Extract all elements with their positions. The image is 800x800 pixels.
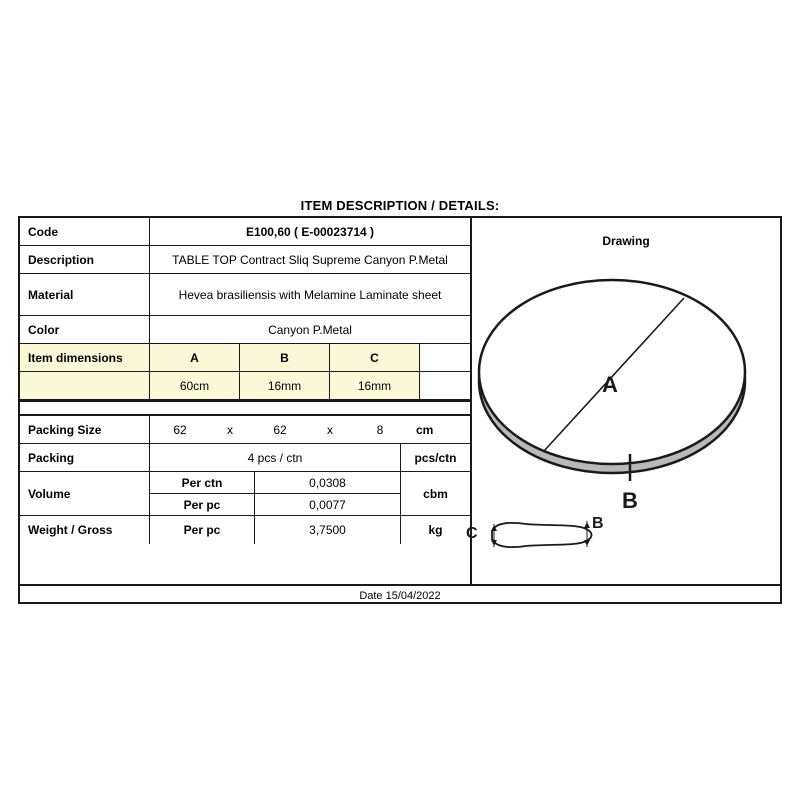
unit-weight: kg	[400, 516, 470, 544]
table-row-dimension-values	[20, 372, 470, 400]
volume-values	[150, 472, 400, 515]
value-description: TABLE TOP Contract Sliq Supreme Canyon P.Metal	[172, 252, 448, 267]
drawing-svg	[452, 236, 780, 566]
dimension-header-c: C	[330, 344, 420, 371]
label-packing-size: Packing Size	[20, 416, 150, 443]
packing-size-length: 62	[173, 422, 187, 437]
weight-per-label: Per pc	[150, 516, 255, 544]
profile-arrow-b-top	[584, 522, 590, 528]
label-color: Color	[20, 316, 150, 343]
profile-arrow-b-bottom	[584, 540, 590, 546]
dimension-header-a: A	[150, 344, 240, 371]
unit-packing: pcs/ctn	[400, 444, 470, 471]
label-volume: Volume	[20, 472, 150, 515]
edge-profile-detail	[466, 515, 604, 547]
value-packing: 4 pcs / ctn	[247, 450, 303, 465]
label-item-dimensions: Item dimensions	[20, 344, 150, 371]
volume-row-per-pc	[150, 493, 400, 515]
dimension-values-spacer-left	[20, 372, 150, 399]
table-row-color	[20, 316, 470, 344]
dimension-header-b: B	[240, 344, 330, 371]
packing-size-unit: cm	[416, 422, 434, 437]
value-material: Hevea brasiliensis with Melamine Laminate sheet	[178, 287, 442, 302]
value-color: Canyon P.Metal	[268, 322, 352, 337]
technical-drawing	[452, 236, 780, 566]
weight-value: 3,7500	[309, 523, 346, 537]
volume-per-pc-value: 0,0077	[309, 497, 346, 512]
label-material: Material	[20, 274, 150, 315]
label-packing: Packing	[20, 444, 150, 471]
table-separator	[20, 400, 470, 416]
packing-size-separator-1: x	[227, 422, 233, 437]
drawing-title: Drawing	[602, 234, 650, 248]
label-description: Description	[20, 246, 150, 273]
callout-b-profile: B	[592, 515, 604, 532]
callout-c: C	[466, 525, 478, 542]
spec-table	[20, 218, 470, 602]
table-row-description	[20, 246, 470, 274]
table-row-packing-size	[20, 416, 470, 444]
table-row-weight	[20, 516, 470, 544]
dimension-value-a: 60cm	[150, 372, 240, 399]
label-code: Code	[20, 218, 150, 245]
table-row-volume	[20, 472, 470, 516]
date-text: Date 15/04/2022	[359, 590, 441, 602]
table-row-packing	[20, 444, 470, 472]
packing-size-height: 8	[376, 422, 384, 437]
table-row-material	[20, 274, 470, 316]
label-weight: Weight / Gross	[20, 516, 150, 544]
volume-per-ctn-label: Per ctn	[150, 472, 255, 493]
packing-size-separator-2: x	[327, 422, 333, 437]
unit-volume: cbm	[400, 472, 470, 515]
date-bar	[20, 584, 780, 606]
value-code: E100,60 ( E-00023714 )	[245, 224, 375, 239]
edge-profile-shape	[492, 523, 592, 547]
page-title: ITEM DESCRIPTION / DETAILS:	[300, 198, 500, 213]
callout-a: A	[602, 372, 618, 397]
volume-row-per-ctn	[150, 472, 400, 493]
table-row-dimension-headers	[20, 344, 470, 372]
dimension-value-b: 16mm	[240, 372, 330, 399]
callout-b: B	[622, 488, 638, 513]
packing-size-width: 62	[273, 422, 287, 437]
dimension-value-c: 16mm	[330, 372, 420, 399]
volume-per-pc-label: Per pc	[150, 494, 255, 515]
volume-per-ctn-value: 0,0308	[309, 475, 346, 490]
table-row-code	[20, 218, 470, 246]
